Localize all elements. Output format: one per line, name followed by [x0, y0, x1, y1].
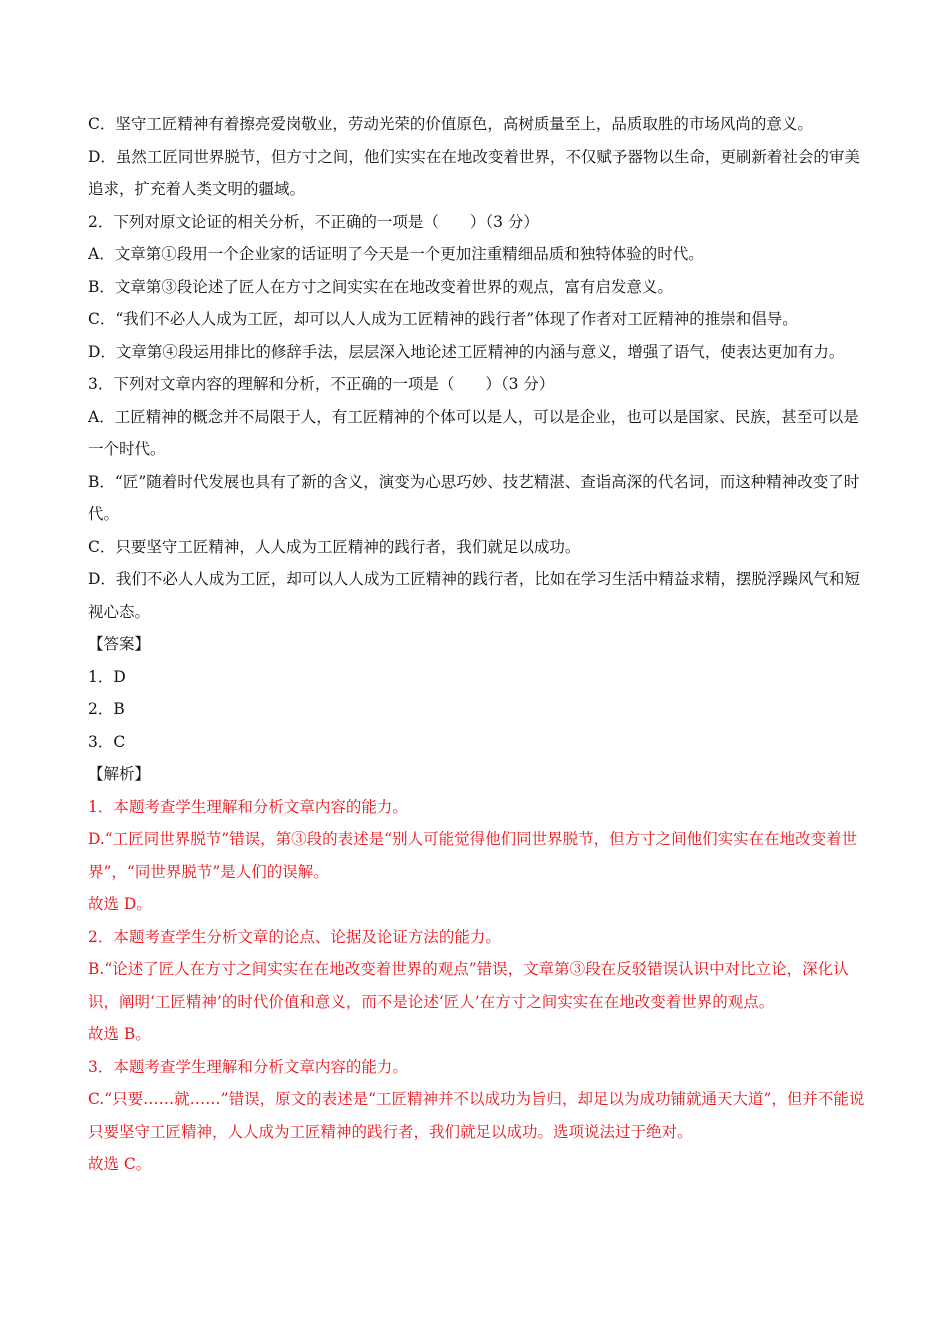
analysis-line: 1．本题考查学生理解和分析文章内容的能力。 [88, 797, 408, 816]
answer-item: 1．D [88, 667, 126, 686]
option-3a: A．工匠精神的概念并不局限于人，有工匠精神的个体可以是人，可以是企业，也可以是国家、民族，甚至可以是一个时代。 [88, 407, 859, 458]
analysis-line: 故选 D。 [88, 895, 152, 913]
analysis-line: 故选 C。 [88, 1155, 152, 1173]
option-3d: D．我们不必人人成为工匠，却可以人人成为工匠精神的践行者，比如在学习生活中精益求精，摆脱浮躁风气和短视心态。 [88, 570, 860, 621]
question-2: 2．下列对原文论证的相关分析，不正确的一项是（ ）（3 分） [88, 212, 539, 231]
analysis-heading: 【解析】 [88, 765, 151, 783]
analysis-line: D.“工匠同世界脱节”错误，第③段的表述是“别人可能觉得他们同世界脱节，但方寸之间他们实实在在地改变着世界”，“同世界脱节”是人们的误解。 [88, 830, 858, 881]
option-3b: B．“匠”随着时代发展也具有了新的含义，演变为心思巧妙、技艺精湛、查诣高深的代名词，而这种精神改变了时代。 [88, 472, 860, 523]
answer-item: 3．C [88, 732, 126, 751]
analysis-line: B.“论述了匠人在方寸之间实实在在地改变着世界的观点”错误，文章第③段在反驳错误认识中对比立论，深化认识，阐明‘工匠精神’的时代价值和意义，而不是论述‘匠人’在方寸之间实实在在地改变着世界的观点。 [88, 960, 849, 1011]
question-3: 3．下列对文章内容的理解和分析，不正确的一项是（ ）（3 分） [88, 375, 555, 393]
analysis-line: C.“只要……就……”错误，原文的表述是“工匠精神并不以成功为旨归，却足以为成功铺就通天大道”，但并不能说只要坚守工匠精神，人人成为工匠精神的践行者，我们就足以成功。选项说法过于绝对。 [88, 1090, 865, 1141]
option-2d: D．文章第④段运用排比的修辞手法，层层深入地论述工匠精神的内涵与意义，增强了语气，使表达更加有力。 [88, 342, 845, 361]
answer-item: 2．B [88, 700, 125, 718]
option-1d: D．虽然工匠同世界脱节，但方寸之间，他们实实在在地改变着世界，不仅赋予器物以生命，更刷新着社会的审美追求，扩充着人类文明的疆域。 [88, 147, 860, 198]
analysis-line: 故选 B。 [88, 1025, 151, 1043]
analysis-line: 2．本题考查学生分析文章的论点、论据及论证方法的能力。 [88, 927, 501, 946]
option-1c: C．坚守工匠精神有着擦亮爱岗敬业，劳动光荣的价值原色，高树质量至上，品质取胜的市场风尚的意义。 [88, 115, 813, 133]
answer-heading: 【答案】 [88, 635, 151, 653]
option-2b: B．文章第③段论述了匠人在方寸之间实实在在地改变着世界的观点，富有启发意义。 [88, 277, 673, 296]
analysis-line: 3．本题考查学生理解和分析文章内容的能力。 [88, 1057, 408, 1076]
option-3c: C．只要坚守工匠精神，人人成为工匠精神的践行者，我们就足以成功。 [88, 537, 581, 556]
document-body [88, 108, 866, 1181]
option-2c: C．“我们不必人人成为工匠，却可以人人成为工匠精神的践行者”体现了作者对工匠精神的推崇和倡导。 [88, 310, 798, 328]
option-2a: A．文章第①段用一个企业家的话证明了今天是一个更加注重精细品质和独特体验的时代。 [88, 245, 704, 263]
